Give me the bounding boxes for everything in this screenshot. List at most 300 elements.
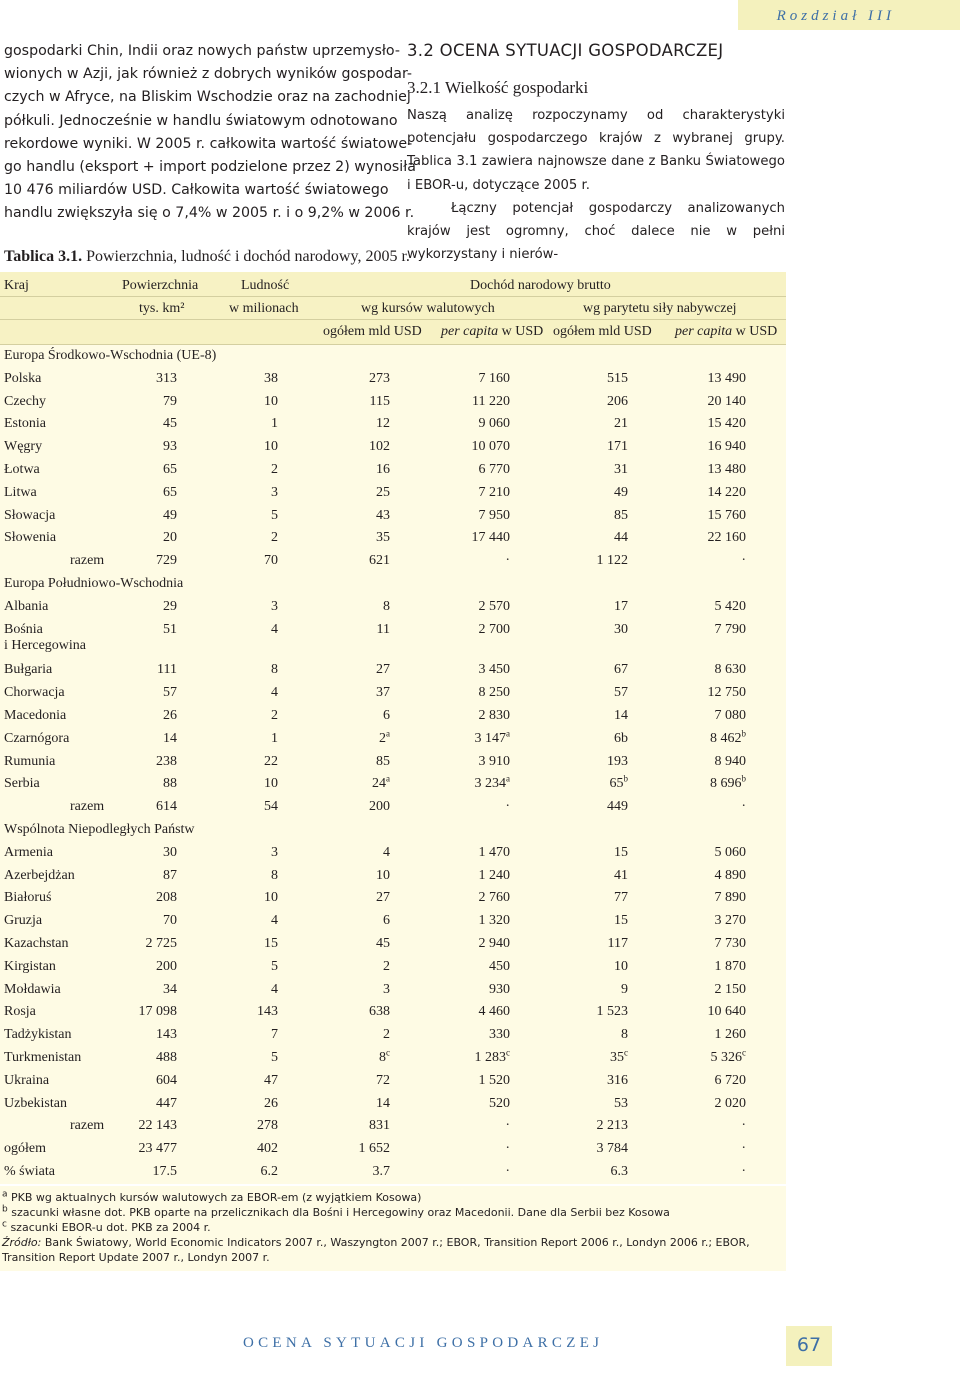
cell-value: 7 xyxy=(271,1027,278,1043)
cell-value: 117 xyxy=(607,936,628,951)
cell-dochod-parytet-per-capita xyxy=(715,868,747,884)
cell-ludnosc xyxy=(264,799,278,815)
cell-value: 604 xyxy=(156,1072,177,1088)
cell-dochod-kurs-ogolem xyxy=(359,1141,391,1157)
cell-dochod-kurs-ogolem xyxy=(376,416,390,432)
cell-dochod-parytet-ogolem xyxy=(614,868,628,884)
cell-dochod-parytet-per-capita xyxy=(741,799,746,815)
cell-dochod-parytet-per-capita xyxy=(715,662,747,678)
header-divider xyxy=(0,319,786,320)
cell-value: 638 xyxy=(369,1004,390,1020)
cell-value: 193 xyxy=(607,753,628,769)
cell-dochod-kurs-ogolem xyxy=(376,754,390,770)
cell-dochod-kurs-ogolem xyxy=(377,622,390,638)
cell-kraj: Azerbejdżan xyxy=(4,867,75,883)
per-capita-italic: per capita xyxy=(441,324,499,339)
cell-value: 79 xyxy=(163,393,177,409)
cell-dochod-kurs-ogolem xyxy=(376,462,390,478)
cell-dochod-kurs-per-capita xyxy=(479,416,511,432)
cell-ludnosc xyxy=(271,959,278,975)
per-capita-unit: w USD xyxy=(498,324,544,339)
cell-value: 1 470 xyxy=(478,844,510,860)
cell-value: 10 640 xyxy=(707,1004,746,1020)
cell-value: 20 xyxy=(163,530,177,546)
cell-ludnosc xyxy=(264,890,278,906)
cell-kraj: Bułgaria xyxy=(4,662,53,678)
cell-dochod-parytet-per-capita xyxy=(708,1004,747,1020)
cell-value: 5 xyxy=(271,1050,278,1065)
cell-ludnosc xyxy=(271,982,278,998)
cell-dochod-parytet-per-capita xyxy=(715,1073,747,1089)
table-group-heading: Wspólnota Niepodległych Państw xyxy=(4,822,195,837)
cell-value: 27 xyxy=(376,662,390,678)
cell-value: 70 xyxy=(264,553,278,569)
cell-dochod-kurs-per-capita xyxy=(479,890,511,906)
cell-value: 10 xyxy=(264,776,278,792)
cell-value: · xyxy=(505,1164,510,1179)
cell-value: 41 xyxy=(614,867,628,883)
cell-value: 51 xyxy=(163,621,177,637)
footnote-marker: c xyxy=(2,1219,7,1230)
cell-ludnosc xyxy=(261,1164,279,1180)
cell-ludnosc xyxy=(271,485,278,501)
cell-dochod-kurs-ogolem xyxy=(376,936,390,952)
cell-powierzchnia xyxy=(163,622,177,638)
footnote-marker: a xyxy=(2,1189,8,1200)
footnote-marker: a xyxy=(506,773,510,784)
cell-dochod-kurs-per-capita xyxy=(474,773,511,792)
cell-value: 17 440 xyxy=(471,530,510,546)
cell-value: 16 xyxy=(376,462,390,477)
cell-kraj: Bośnia xyxy=(4,621,43,637)
cell-powierzchnia xyxy=(156,754,177,770)
cell-value: 171 xyxy=(607,439,628,455)
footnote-marker: a xyxy=(386,773,390,784)
cell-kraj: ogółem xyxy=(4,1141,46,1157)
cell-dochod-kurs-per-capita xyxy=(479,754,511,770)
cell-value: 2 213 xyxy=(596,1118,628,1134)
cell-kraj: Gruzja xyxy=(4,913,43,929)
cell-value: 45 xyxy=(376,936,390,951)
cell-dochod-kurs-per-capita xyxy=(479,371,511,387)
cell-dochod-parytet-ogolem xyxy=(614,1096,628,1112)
cell-value: 6 xyxy=(383,913,390,929)
cell-value: 26 xyxy=(163,708,177,723)
cell-value: 35 xyxy=(610,1050,624,1065)
cell-value: 29 xyxy=(163,598,177,614)
cell-dochod-kurs-per-capita xyxy=(479,685,511,701)
header-powierzchnia: Powierzchnia xyxy=(122,278,199,293)
cell-kraj: % świata xyxy=(4,1164,55,1179)
cell-ludnosc xyxy=(271,845,278,861)
cell-kraj: Uzbekistan xyxy=(4,1095,67,1111)
cell-dochod-kurs-ogolem xyxy=(379,728,390,747)
text-line: rekordowe wyniki. W 2005 r. całkowita wartość światowe- xyxy=(4,135,413,152)
cell-dochod-parytet-ogolem xyxy=(607,799,628,815)
cell-value: 7 210 xyxy=(478,484,510,500)
cell-dochod-parytet-ogolem xyxy=(614,731,628,747)
footnote-marker: c xyxy=(386,1047,390,1058)
cell-dochod-parytet-per-capita xyxy=(715,599,747,615)
header-divider xyxy=(0,344,786,345)
cell-dochod-parytet-ogolem xyxy=(597,1141,629,1157)
cell-value: 2 xyxy=(383,1027,390,1043)
cell-dochod-parytet-ogolem xyxy=(614,599,628,615)
cell-value: 10 xyxy=(264,393,278,409)
header-tys-km2: tys. km² xyxy=(139,301,185,316)
cell-dochod-parytet-ogolem xyxy=(609,773,629,792)
cell-value: 8 xyxy=(271,867,278,883)
cell-value: 450 xyxy=(489,958,510,974)
cell-value: 238 xyxy=(156,753,177,769)
header-wg-parytetu: wg parytetu siły nabywczej xyxy=(583,301,737,316)
cell-powierzchnia xyxy=(156,1050,177,1066)
cell-dochod-kurs-ogolem xyxy=(369,553,390,569)
cell-dochod-kurs-per-capita xyxy=(505,553,510,569)
cell-value: 2 xyxy=(271,530,278,546)
cell-dochod-kurs-ogolem xyxy=(376,485,390,501)
cell-dochod-parytet-per-capita xyxy=(710,1047,747,1066)
footnote-a xyxy=(0,1190,786,1205)
cell-value: 8 xyxy=(271,662,278,678)
cell-dochod-parytet-per-capita xyxy=(715,754,747,770)
cell-dochod-parytet-per-capita xyxy=(710,728,746,747)
cell-value: 11 220 xyxy=(472,393,510,409)
cell-value: 45 xyxy=(163,416,177,432)
cell-kraj: Rosja xyxy=(4,1004,36,1020)
cell-dochod-parytet-per-capita xyxy=(708,530,747,546)
cell-dochod-parytet-per-capita xyxy=(715,959,747,975)
cell-value: 49 xyxy=(614,484,628,500)
cell-value: 200 xyxy=(156,958,177,974)
cell-dochod-kurs-per-capita xyxy=(479,508,511,524)
cell-value: 200 xyxy=(369,799,390,815)
cell-value: 70 xyxy=(163,913,177,929)
cell-value: 24 xyxy=(372,776,386,792)
left-column-text xyxy=(4,40,416,226)
footnote-c xyxy=(0,1220,786,1235)
cell-dochod-parytet-per-capita xyxy=(741,1164,746,1180)
cell-ludnosc xyxy=(257,1118,278,1134)
cell-value: · xyxy=(741,799,746,815)
footnote-marker: b xyxy=(741,773,746,784)
cell-dochod-parytet-per-capita xyxy=(715,622,747,638)
per-capita-italic: per capita xyxy=(675,324,733,339)
cell-dochod-parytet-per-capita xyxy=(708,485,747,501)
text-line: go handlu (eksport + import podzielone przez 2) wynosiła xyxy=(4,159,416,176)
cell-value: 87 xyxy=(163,867,177,883)
cell-dochod-kurs-per-capita xyxy=(479,485,511,501)
cell-value: 8 xyxy=(383,598,390,614)
cell-value: 8 630 xyxy=(714,662,746,678)
footnote-marker: a xyxy=(506,728,510,739)
cell-dochod-parytet-ogolem xyxy=(614,959,628,975)
cell-dochod-kurs-ogolem xyxy=(369,1004,390,1020)
cell-value: 7 080 xyxy=(714,708,746,723)
cell-kraj: Kirgistan xyxy=(4,958,56,974)
cell-value: 10 xyxy=(264,890,278,906)
table-caption-text: Powierzchnia, ludność i dochód narodowy, 2005 r. xyxy=(82,248,410,265)
cell-kraj: Polska xyxy=(4,370,42,386)
cell-value: 2 830 xyxy=(478,708,510,723)
cell-dochod-parytet-per-capita xyxy=(715,1096,747,1112)
cell-kraj: Węgry xyxy=(4,439,43,455)
cell-value: 17.5 xyxy=(152,1164,177,1179)
text-line: 10 476 miliardów USD. Całkowita wartość światowego xyxy=(4,182,389,199)
cell-powierzchnia xyxy=(163,439,177,455)
header-w-milionach: w milionach xyxy=(229,301,299,316)
cell-value: 53 xyxy=(614,1095,628,1111)
cell-dochod-parytet-ogolem xyxy=(597,1118,629,1134)
cell-dochod-parytet-ogolem xyxy=(614,416,628,432)
cell-value: 313 xyxy=(156,370,177,386)
cell-kraj: Macedonia xyxy=(4,708,67,723)
cell-dochod-kurs-ogolem xyxy=(376,1073,390,1089)
cell-value: 38 xyxy=(264,370,278,386)
cell-dochod-parytet-per-capita xyxy=(708,394,747,410)
cell-value: 77 xyxy=(614,890,628,906)
footnote-text: szacunki własne dot. PKB oparte na przelicznikach dla Bośni i Hercegowiny oraz Macedonii. Dane dla Serbii bez Kosowa xyxy=(11,1206,670,1219)
cell-value: 111 xyxy=(157,662,177,678)
cell-value: 3 xyxy=(271,844,278,860)
cell-value: 3 784 xyxy=(596,1141,628,1157)
cell-value: 88 xyxy=(163,776,177,792)
cell-value: 47 xyxy=(264,1072,278,1088)
cell-value: · xyxy=(741,553,746,569)
cell-value: 2 xyxy=(379,730,386,746)
cell-value: 8 462 xyxy=(710,730,742,746)
cell-dochod-parytet-ogolem xyxy=(607,371,628,387)
cell-value: 23 477 xyxy=(138,1141,177,1157)
per-capita-unit: w USD xyxy=(732,324,778,339)
cell-value: 2 020 xyxy=(714,1095,746,1111)
cell-value: 1 520 xyxy=(478,1072,510,1088)
cell-ludnosc xyxy=(264,394,278,410)
cell-value: 3 910 xyxy=(478,753,510,769)
cell-powierzchnia xyxy=(163,982,177,998)
cell-kraj: Czarnógora xyxy=(4,730,70,746)
cell-value: 6.3 xyxy=(610,1164,628,1179)
footnote-marker: c xyxy=(742,1047,746,1058)
cell-dochod-kurs-ogolem xyxy=(372,773,390,792)
cell-dochod-kurs-ogolem xyxy=(376,1096,390,1112)
chapter-label: Rozdział III xyxy=(776,8,895,24)
cell-value: 930 xyxy=(489,981,510,997)
cell-value: 3 xyxy=(271,598,278,614)
header-ludnosc: Ludność xyxy=(241,278,290,293)
cell-kraj: Czechy xyxy=(4,393,46,409)
cell-dochod-parytet-per-capita xyxy=(715,936,747,952)
cell-value: 14 220 xyxy=(707,484,746,500)
cell-dochod-kurs-ogolem xyxy=(379,1047,390,1066)
text-line: gospodarki Chin, Indii oraz nowych państw uprzemysło- xyxy=(4,43,400,59)
cell-value: 93 xyxy=(163,439,177,455)
cell-powierzchnia xyxy=(163,530,177,546)
cell-value: 729 xyxy=(156,553,177,569)
cell-kraj: Słowacja xyxy=(4,507,56,523)
cell-value: 17 098 xyxy=(138,1004,177,1020)
cell-value: 330 xyxy=(489,1027,510,1043)
cell-value: 3 234 xyxy=(474,776,506,792)
cell-value: 22 143 xyxy=(138,1118,177,1134)
cell-dochod-parytet-per-capita xyxy=(741,1118,746,1134)
cell-dochod-kurs-ogolem xyxy=(376,530,390,546)
cell-kraj: Białoruś xyxy=(4,890,52,906)
cell-value: 27 xyxy=(376,890,390,906)
cell-value: 621 xyxy=(369,553,390,569)
cell-dochod-kurs-per-capita xyxy=(489,959,510,975)
cell-value: 4 xyxy=(271,981,278,997)
cell-value: 14 xyxy=(376,1095,390,1111)
cell-value: 22 xyxy=(264,753,278,769)
footnote-marker: c xyxy=(624,1047,628,1058)
cell-kraj: razem xyxy=(70,1118,105,1134)
table-caption xyxy=(4,248,410,266)
cell-dochod-kurs-per-capita xyxy=(472,530,511,546)
cell-kraj: Ukraina xyxy=(4,1072,50,1088)
paragraph-2: Łączny potencjał gospodarczy analizowanych krajów jest ogromny, choć dalece nie w pełni wykorzystany i nierów- xyxy=(407,200,785,263)
cell-value: 447 xyxy=(156,1095,177,1111)
cell-value: 1 320 xyxy=(478,913,510,929)
cell-value: 4 xyxy=(271,685,278,701)
cell-dochod-kurs-ogolem xyxy=(383,959,390,975)
cell-dochod-kurs-ogolem xyxy=(376,868,390,884)
cell-dochod-kurs-per-capita xyxy=(505,1141,510,1157)
cell-dochod-kurs-per-capita xyxy=(489,982,510,998)
cell-value: · xyxy=(741,1141,746,1157)
cell-powierzchnia xyxy=(146,936,178,952)
cell-kraj: Słowenia xyxy=(4,530,57,546)
cell-dochod-kurs-ogolem xyxy=(373,1164,391,1180)
cell-kraj: Łotwa xyxy=(4,462,40,477)
cell-kraj: Tadżykistan xyxy=(4,1027,72,1043)
cell-value: 57 xyxy=(614,685,628,701)
cell-ludnosc xyxy=(271,685,278,701)
cell-powierzchnia xyxy=(156,553,177,569)
cell-value: 15 760 xyxy=(707,507,746,523)
cell-value: 10 070 xyxy=(471,439,510,455)
cell-value: 1 870 xyxy=(714,958,746,974)
cell-dochod-kurs-ogolem xyxy=(383,708,390,724)
source-note xyxy=(0,1235,786,1265)
cell-powierzchnia xyxy=(156,799,177,815)
cell-value: 1 122 xyxy=(596,553,628,569)
cell-value: 206 xyxy=(607,393,628,409)
cell-value: 208 xyxy=(156,890,177,906)
cell-value: · xyxy=(505,1118,510,1134)
cell-kraj: razem xyxy=(70,553,105,569)
footnote-text: szacunki EBOR-u dot. PKB za 2004 r. xyxy=(10,1221,211,1234)
cell-dochod-parytet-ogolem xyxy=(614,530,628,546)
cell-value: 31 xyxy=(614,462,628,477)
cell-powierzchnia xyxy=(163,508,177,524)
cell-value: 4 890 xyxy=(714,867,746,883)
cell-value: 8 940 xyxy=(714,753,746,769)
cell-dochod-kurs-per-capita xyxy=(474,1047,511,1066)
cell-dochod-parytet-ogolem xyxy=(614,708,628,724)
cell-value: 12 750 xyxy=(707,685,746,701)
cell-dochod-parytet-ogolem xyxy=(614,622,628,638)
cell-powierzchnia xyxy=(156,1027,177,1043)
cell-dochod-kurs-ogolem xyxy=(369,439,390,455)
header-dochod: Dochód narodowy brutto xyxy=(470,278,611,293)
cell-value: 614 xyxy=(156,799,177,815)
cell-dochod-kurs-ogolem xyxy=(383,913,390,929)
cell-dochod-kurs-per-capita xyxy=(479,708,511,724)
cell-value: · xyxy=(505,1141,510,1157)
page-number: 67 xyxy=(796,1334,822,1356)
cell-value: 65 xyxy=(163,462,177,477)
cell-dochod-parytet-per-capita xyxy=(710,773,746,792)
footer-title: OCENA SYTUACJI GOSPODARCZEJ xyxy=(243,1335,604,1351)
header-ogolem-1: ogółem mld USD xyxy=(323,324,422,339)
cell-value: 8 696 xyxy=(710,776,742,792)
cell-powierzchnia xyxy=(153,1164,178,1180)
cell-value: 15 420 xyxy=(707,416,746,432)
cell-value: 54 xyxy=(264,799,278,815)
cell-dochod-parytet-per-capita xyxy=(708,439,747,455)
cell-dochod-parytet-ogolem xyxy=(614,485,628,501)
cell-dochod-kurs-ogolem xyxy=(376,685,390,701)
footnote-marker: c xyxy=(506,1047,510,1058)
cell-value: 3.7 xyxy=(372,1164,390,1179)
cell-value: 14 xyxy=(163,730,177,746)
cell-powierzchnia xyxy=(163,913,177,929)
data-table xyxy=(0,272,786,1184)
cell-value: 2 700 xyxy=(478,621,510,637)
cell-dochod-kurs-ogolem xyxy=(370,394,390,410)
cell-kraj: Albania xyxy=(4,598,49,614)
cell-ludnosc xyxy=(264,776,278,792)
cell-ludnosc xyxy=(264,371,278,387)
cell-dochod-kurs-per-capita xyxy=(479,1004,511,1020)
cell-kraj: Kazachstan xyxy=(4,936,69,951)
cell-powierzchnia xyxy=(163,845,177,861)
footnote-marker: b xyxy=(2,1204,8,1215)
cell-dochod-parytet-ogolem xyxy=(608,936,628,952)
cell-powierzchnia xyxy=(163,416,177,432)
cell-dochod-parytet-ogolem xyxy=(614,845,628,861)
cell-value: 3 xyxy=(383,981,390,997)
cell-dochod-parytet-per-capita xyxy=(708,416,747,432)
cell-dochod-parytet-per-capita xyxy=(708,371,747,387)
cell-powierzchnia xyxy=(163,462,177,478)
cell-dochod-parytet-ogolem xyxy=(607,394,628,410)
cell-powierzchnia xyxy=(163,708,177,724)
cell-value: 2 xyxy=(383,958,390,974)
cell-dochod-kurs-ogolem xyxy=(383,1027,390,1043)
cell-dochod-parytet-ogolem xyxy=(610,1047,628,1066)
cell-value: 273 xyxy=(369,370,390,386)
subsection-title: 3.2.1 Wielkość gospodarki xyxy=(407,78,589,97)
cell-dochod-kurs-per-capita xyxy=(472,439,511,455)
cell-value: 831 xyxy=(369,1118,390,1134)
cell-dochod-kurs-per-capita xyxy=(479,845,511,861)
cell-dochod-kurs-ogolem xyxy=(369,799,390,815)
cell-value: 44 xyxy=(614,530,628,546)
table-group-heading: Europa Środkowo-Wschodnia (UE-8) xyxy=(4,348,217,363)
cell-value: 5 060 xyxy=(714,844,746,860)
cell-kraj: Estonia xyxy=(4,416,46,432)
cell-ludnosc xyxy=(271,508,278,524)
cell-dochod-parytet-ogolem xyxy=(607,439,628,455)
cell-value: 515 xyxy=(607,370,628,386)
footnote-marker: a xyxy=(386,728,390,739)
cell-value: · xyxy=(505,799,510,815)
text-line: handlu zwiększyła się o 7,4% w 2005 r. i o 9,2% w 2006 r. xyxy=(4,205,415,222)
cell-dochod-kurs-ogolem xyxy=(383,845,390,861)
cell-dochod-kurs-per-capita xyxy=(472,394,510,410)
